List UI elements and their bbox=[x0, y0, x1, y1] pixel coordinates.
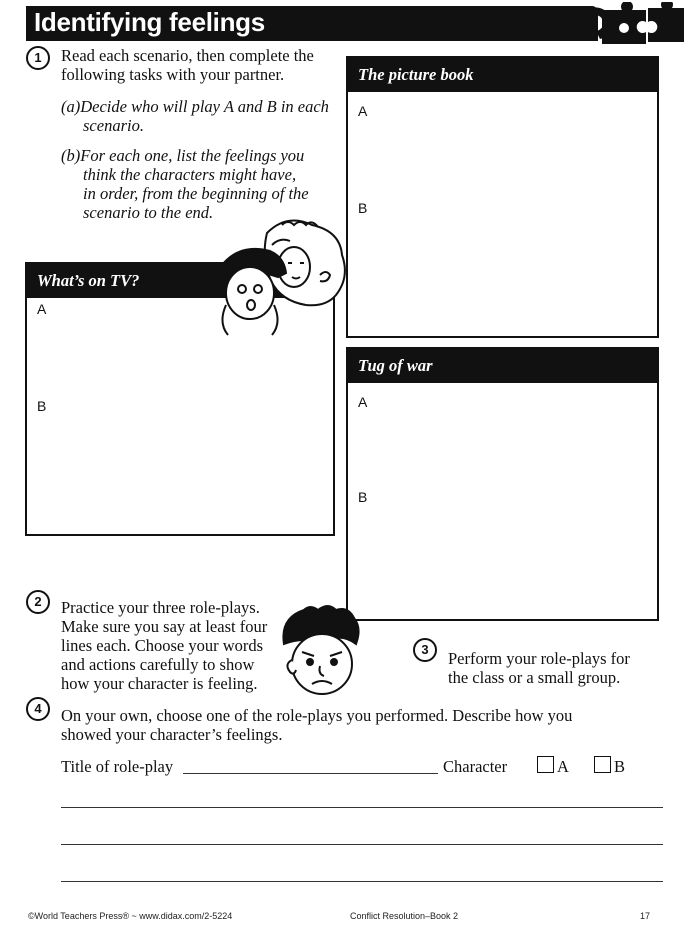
task1-intro bbox=[61, 46, 314, 84]
tug-of-war-title: Tug of war bbox=[348, 349, 657, 383]
tug-of-war-label-a: A bbox=[358, 394, 368, 410]
task2-line2: Make sure you say at least four bbox=[61, 617, 268, 636]
task1-step-b-line1: (b)For each one, list the feelings you bbox=[61, 146, 305, 165]
picture-book-box[interactable] bbox=[346, 56, 659, 338]
puzzle-logo-icon bbox=[574, 2, 686, 46]
character-a-checkbox[interactable] bbox=[537, 756, 554, 773]
task-number-1: 1 bbox=[26, 46, 50, 70]
boy-face-illustration bbox=[278, 604, 362, 700]
tug-of-war-label-b: B bbox=[358, 489, 368, 505]
task3-text bbox=[448, 649, 630, 687]
footer-page-number: 17 bbox=[640, 911, 651, 921]
title-of-role-play-label: Title of role-play bbox=[61, 757, 174, 776]
task2-line3: lines each. Choose your words bbox=[61, 636, 264, 655]
task2-line1: Practice your three role-plays. bbox=[61, 598, 260, 617]
tug-of-war-box[interactable] bbox=[346, 347, 659, 621]
footer-copyright: ©World Teachers Press® ~ www.didax.com/2-5224 bbox=[28, 911, 233, 921]
character-label: Character bbox=[443, 757, 508, 776]
picture-book-label-a: A bbox=[358, 103, 368, 119]
task2-line4: and actions carefully to show bbox=[61, 655, 255, 674]
two-girls-illustration bbox=[212, 205, 352, 345]
page-title: Identifying feelings bbox=[34, 7, 265, 37]
task4-text bbox=[61, 706, 572, 744]
task1-step-a-line2: scenario. bbox=[83, 116, 144, 135]
task2-text bbox=[61, 598, 267, 693]
picture-book-label-b: B bbox=[358, 200, 368, 216]
whats-on-tv-label-b: B bbox=[37, 398, 47, 414]
task-number-4: 4 bbox=[26, 697, 50, 721]
character-b-checkbox[interactable] bbox=[594, 756, 611, 773]
task1-step-a bbox=[61, 97, 329, 135]
task1-step-b-line2: think the characters might have, bbox=[83, 165, 297, 184]
task2-line5: how your character is feeling. bbox=[61, 674, 258, 693]
whats-on-tv-label-a: A bbox=[37, 301, 47, 317]
task1-intro-line1: Read each scenario, then complete the bbox=[61, 46, 314, 65]
answer-line-1[interactable] bbox=[61, 807, 663, 808]
whats-on-tv-title: What’s on TV? bbox=[27, 264, 333, 298]
picture-book-title: The picture book bbox=[348, 58, 657, 92]
character-b-label: B bbox=[614, 757, 626, 776]
task1-step-b-line3: in order, from the beginning of the bbox=[83, 184, 309, 203]
task1-step-b-line4: scenario to the end. bbox=[83, 203, 214, 222]
task4-line2: showed your character’s feelings. bbox=[61, 725, 283, 744]
task1-intro-line2: following tasks with your partner. bbox=[61, 65, 285, 84]
character-a-label: A bbox=[557, 757, 569, 776]
title-of-role-play-field[interactable] bbox=[183, 773, 438, 774]
task4-line1: On your own, choose one of the role-plays you performed. Describe how you bbox=[61, 706, 573, 725]
footer-book-title: Conflict Resolution–Book 2 bbox=[350, 911, 459, 921]
answer-line-2[interactable] bbox=[61, 844, 663, 845]
title-bar bbox=[26, 6, 598, 41]
task-number-2: 2 bbox=[26, 590, 50, 614]
task3-line1: Perform your role-plays for bbox=[448, 649, 630, 668]
task-number-3: 3 bbox=[413, 638, 437, 662]
task3-line2: the class or a small group. bbox=[448, 668, 621, 687]
task1-step-a-line1: (a)Decide who will play A and B in each bbox=[61, 97, 329, 116]
answer-line-3[interactable] bbox=[61, 881, 663, 882]
